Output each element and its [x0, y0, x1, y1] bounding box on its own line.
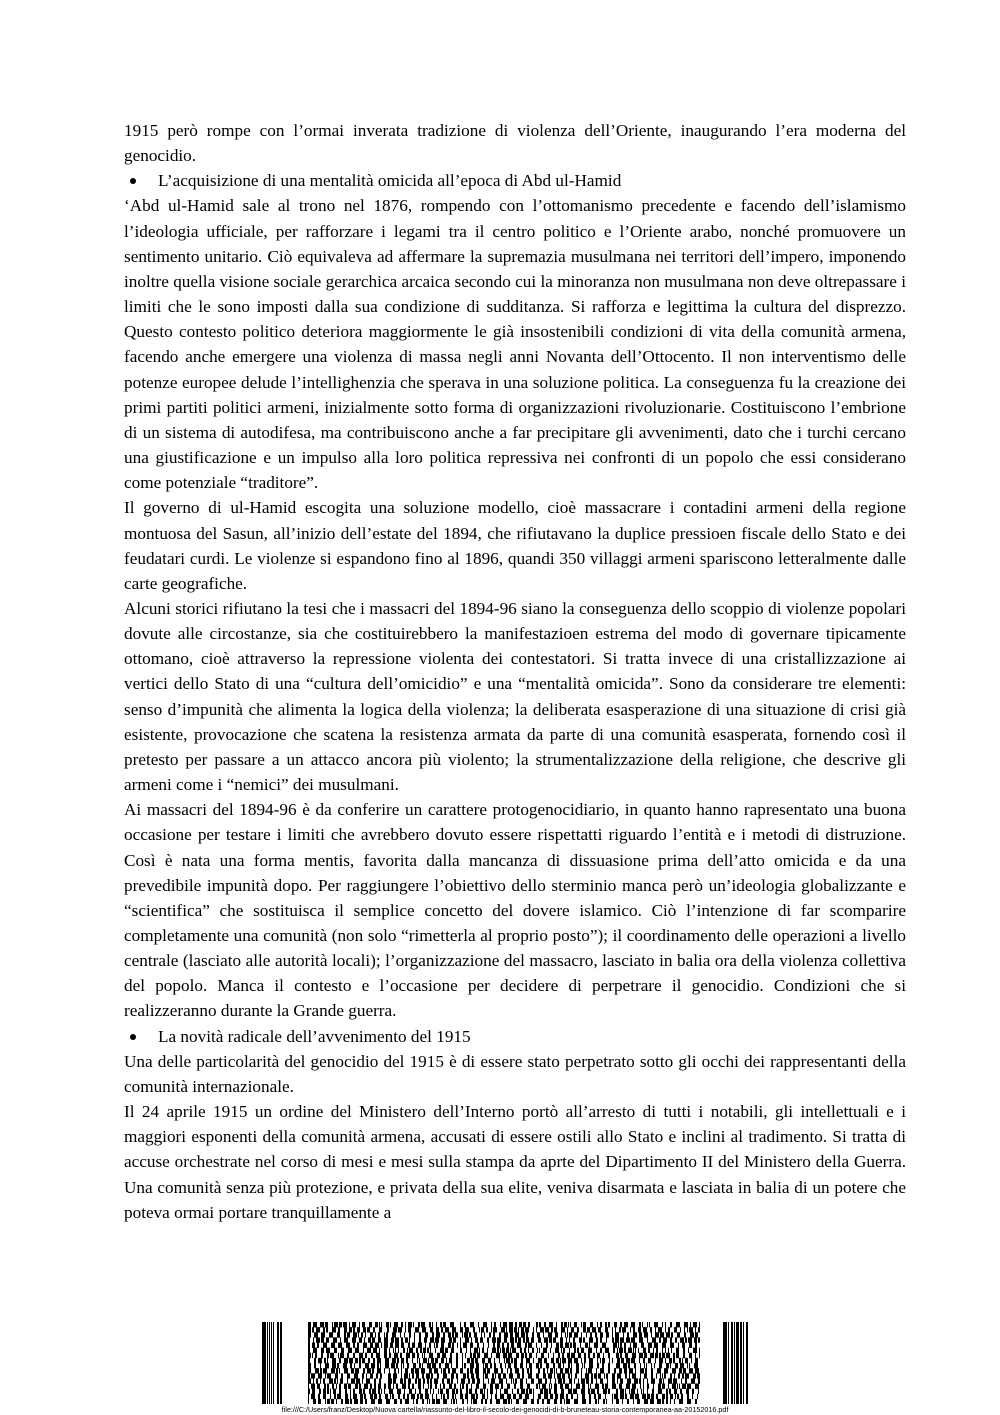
bullet-dot-icon [130, 1034, 136, 1040]
bullet-dot-icon [130, 178, 136, 184]
bullet-heading-text: L’acquisizione di una mentalità omicida all’epoca di Abd ul-Hamid [158, 171, 622, 191]
footer-file-path: file:///C:/Users/franz/Desktop/Nuova cartella/riassunto-del-libro-il-secolo-dei-genocidi-di-b-bruneteau-storia-contemporanea-aa-20152016.pdf [281, 1405, 729, 1414]
document-body [124, 118, 906, 1225]
bullet-heading [124, 168, 906, 193]
paragraph: Il governo di ul-Hamid escogita una soluzione modello, cioè massacrare i contadini armeni della regione montuosa del Sasun, all’inizio dell’estate del 1894, che rifiutavano la duplice pressioen fiscale dello Stato e dei feudatari curdi. Le violenze si espandono fino al 1896, quandi 350 villaggi armeni spariscono letteralmente dalle carte geografiche. [124, 498, 906, 593]
bullet-heading-text: La novità radicale dell’avvenimento del 1915 [158, 1026, 471, 1046]
barcode-icon [262, 1322, 748, 1404]
barcode-graphic [262, 1322, 748, 1404]
paragraph: 1915 però rompe con l’ormai inverata tradizione di violenza dell’Oriente, inaugurando l’era moderna del genocidio. [124, 121, 906, 166]
paragraph: Il 24 aprile 1915 un ordine del Ministero dell’Interno portò all’arresto di tutti i notabili, gli intellettuali e i maggiori esponenti della comunità armena, accusati di essere ostili allo Stato e inclini al tradimento. Si tratta di accuse orchestrate nel corso di mesi e mesi sulla stampa da aprte del Dipartimento II del Ministero della Guerra. Una comunità senza più protezione, e privata della sua elite, veniva disarmata e lasciata in balia di un potere che poteva ormai portare tranquillamente a [124, 1102, 906, 1222]
paragraph: Ai massacri del 1894-96 è da conferire un carattere protogenocidiario, in quanto hanno rapresentato una buona occasione per testare i limiti che avrebbero dovuto essere rispettatti riguardo l’entità e i metodi di distruzione. Così è nata una forma mentis, favorita dalla mancanza di dissuasione prima dell’atto omicida e da una prevedibile impunità dopo. Per raggiungere l’obiettivo dello sterminio manca però un’ideologia globalizzante e “scientifica” che sostituisca il semplice concetto del dovere islamico. Ciò l’intenzione di far scomparire completamente una comunità (non solo “rimetterla al proprio posto”); il coordinamento delle operazioni a livello centrale (lasciato alle autorità locali); l’organizzazione del massacro, lasciato in balia ora della violenza collettiva del popolo. Manca il contesto e l’occasione per decidere di perpetrare il genocidio. Condizioni che si realizzeranno durante la Grande guerra. [124, 800, 906, 1021]
bullet-heading [124, 1024, 906, 1049]
paragraph: ‘Abd ul-Hamid sale al trono nel 1876, rompendo con l’ottomanismo precedente e facendo dell’islamismo l’ideologia ufficiale, per rafforzare i legami tra il centro politico e l’Oriente arabo, nonché promuovere un sentimento unitario. Ciò equivaleva ad affermare la supremazia musulmana nei territori dell’impero, imponendo inoltre quella visione sociale gerarchica arcaica secondo cui la minoranza non musulmana non deve oltrepassare i limiti che le sono imposti dalla sua condizione di sudditanza. Si rafforza e legittima la cultura del disprezzo. Questo contesto politico deteriora maggiormente le già insostenibili condizioni di vita della comunità armena, facendo anche emergere una violenza di massa negli anni Novanta dell’Ottocento. Il non interventismo delle potenze europee delude l’intellighenzia che sperava in una soluzione politica. La conseguenza fu la creazione dei primi partiti politici armeni, inizialmente sotto forma di organizzazioni rivoluzionarie. Costituiscono l’embrione di un sistema di autodifesa, ma contribuiscono anche a far precipitare gli avvenimenti, dato che i turchi cercano una giustificazione e un impulso alla loro politica repressiva nei confronti di un popolo che essi considerano come potenziale “traditore”. [124, 196, 906, 493]
paragraph: Una delle particolarità del genocidio del 1915 è di essere stato perpetrato sotto gli occhi dei rappresentanti della comunità internazionale. [124, 1051, 906, 1096]
paragraph: Alcuni storici rifiutano la tesi che i massacri del 1894-96 siano la conseguenza dello scoppio di violenze popolari dovute alle circostanze, sia che costituirebbero la manifestazioen estrema del modo di governare tipicamente ottomano, cioè attraverso la repressione violenta dei contestatori. Si tratta invece di una cristallizzazione ai vertici dello Stato di una “cultura dell’omicidio” e una “mentalità omicida”. Sono da considerare tre elementi: senso d’impunità che alimenta la logica della violenza; la deliberata esasperazione di una situazione di crisi già esistente, provocazione che scatena la resistenza armata da parte di una comunità esasperata, fornendo così il pretesto per passare a un attacco ancora più violento; la strumentalizzazione della religione, che descrive gli armeni come i “nemici” dei musulmani. [124, 598, 906, 795]
